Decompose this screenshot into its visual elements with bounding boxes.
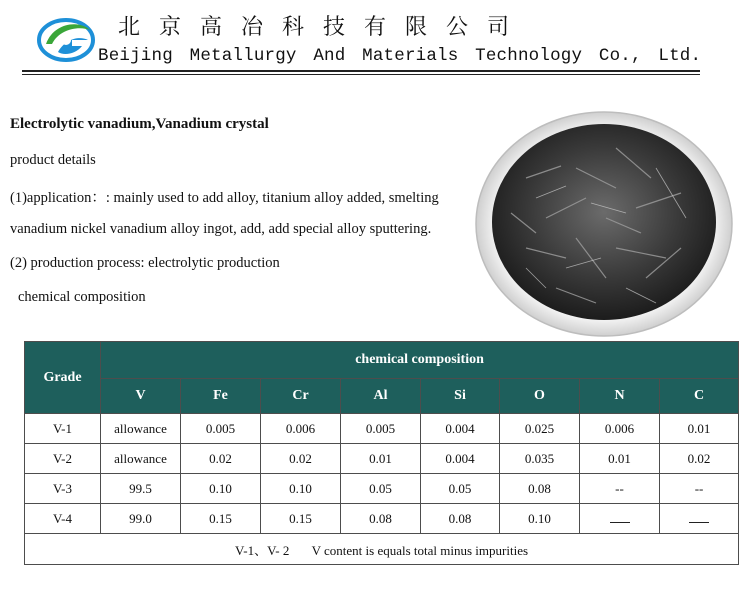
table-cell: 0.02: [181, 444, 261, 474]
table-cell: 0.005: [341, 414, 421, 444]
application-line-1: (1)application：: mainly used to add alloy, titanium alloy added, smelting: [10, 190, 439, 206]
column-header: V: [101, 379, 181, 414]
grade-cell: V-4: [25, 504, 101, 534]
company-name-english: Beijing Metallurgy And Materials Technology Co., Ltd.: [98, 46, 702, 66]
table-cell: 0.02: [261, 444, 341, 474]
grade-cell: V-1: [25, 414, 101, 444]
chemical-composition-table: [24, 341, 739, 565]
note-text: V content is equals total minus impurities: [311, 542, 529, 558]
product-details-label: product details: [10, 152, 96, 168]
table-note-row: [25, 534, 739, 565]
table-cell: 0.08: [421, 504, 500, 534]
column-header: Al: [341, 379, 421, 414]
table-cell: 0.10: [500, 504, 580, 534]
table-row: [25, 504, 739, 534]
table-cell: 0.01: [580, 444, 660, 474]
product-title: Electrolytic vanadium,Vanadium crystal: [10, 116, 269, 132]
column-header: O: [500, 379, 580, 414]
table-row: [25, 474, 739, 504]
table-cell: 0.08: [500, 474, 580, 504]
table-cell: 0.004: [421, 414, 500, 444]
table-cell: 0.006: [580, 414, 660, 444]
column-header: Si: [421, 379, 500, 414]
table-cell: 0.035: [500, 444, 580, 474]
table-cell: 99.5: [101, 474, 181, 504]
page-header: [0, 0, 750, 80]
chemical-composition-label: chemical composition: [18, 289, 146, 305]
table-cell: 0.05: [421, 474, 500, 504]
column-header: C: [660, 379, 739, 414]
table-cell: 0.10: [261, 474, 341, 504]
table-cell: 0.025: [500, 414, 580, 444]
table-note: [25, 534, 739, 565]
table-row: [25, 444, 739, 474]
table-cell: 0.02: [660, 444, 739, 474]
note-grades: V-1、V- 2: [235, 542, 290, 558]
table-cell: [580, 504, 660, 534]
column-header: Fe: [181, 379, 261, 414]
table-cell: 0.006: [261, 414, 341, 444]
table-cell: 0.15: [181, 504, 261, 534]
table-cell: --: [580, 474, 660, 504]
table-cell: 0.05: [341, 474, 421, 504]
table-cell: [660, 504, 739, 534]
table-cell: 0.01: [660, 414, 739, 444]
table-cell: allowance: [101, 444, 181, 474]
grade-cell: V-2: [25, 444, 101, 474]
vanadium-crystal-photo: [466, 108, 736, 340]
company-logo-icon: [36, 14, 98, 64]
company-name-chinese: 北京高冶科技有限公司: [118, 15, 529, 40]
table-cell: 0.005: [181, 414, 261, 444]
header-rule: [22, 70, 700, 72]
table-cell: 0.004: [421, 444, 500, 474]
dash-mark: [610, 514, 630, 523]
dash-mark: [689, 514, 709, 523]
grade-header: Grade: [25, 342, 101, 414]
grade-cell: V-3: [25, 474, 101, 504]
table-cell: --: [660, 474, 739, 504]
table-row: [25, 414, 739, 444]
composition-group-header: chemical composition: [101, 342, 739, 379]
application-line-2: vanadium nickel vanadium alloy ingot, add, add special alloy sputtering.: [10, 221, 432, 237]
table-cell: 0.08: [341, 504, 421, 534]
table-cell: 0.15: [261, 504, 341, 534]
table-cell: 0.01: [341, 444, 421, 474]
header-rule-thin: [22, 74, 700, 75]
production-process: (2) production process: electrolytic production: [10, 255, 280, 271]
column-header: N: [580, 379, 660, 414]
table-cell: allowance: [101, 414, 181, 444]
column-header: Cr: [261, 379, 341, 414]
table-cell: 99.0: [101, 504, 181, 534]
table-cell: 0.10: [181, 474, 261, 504]
